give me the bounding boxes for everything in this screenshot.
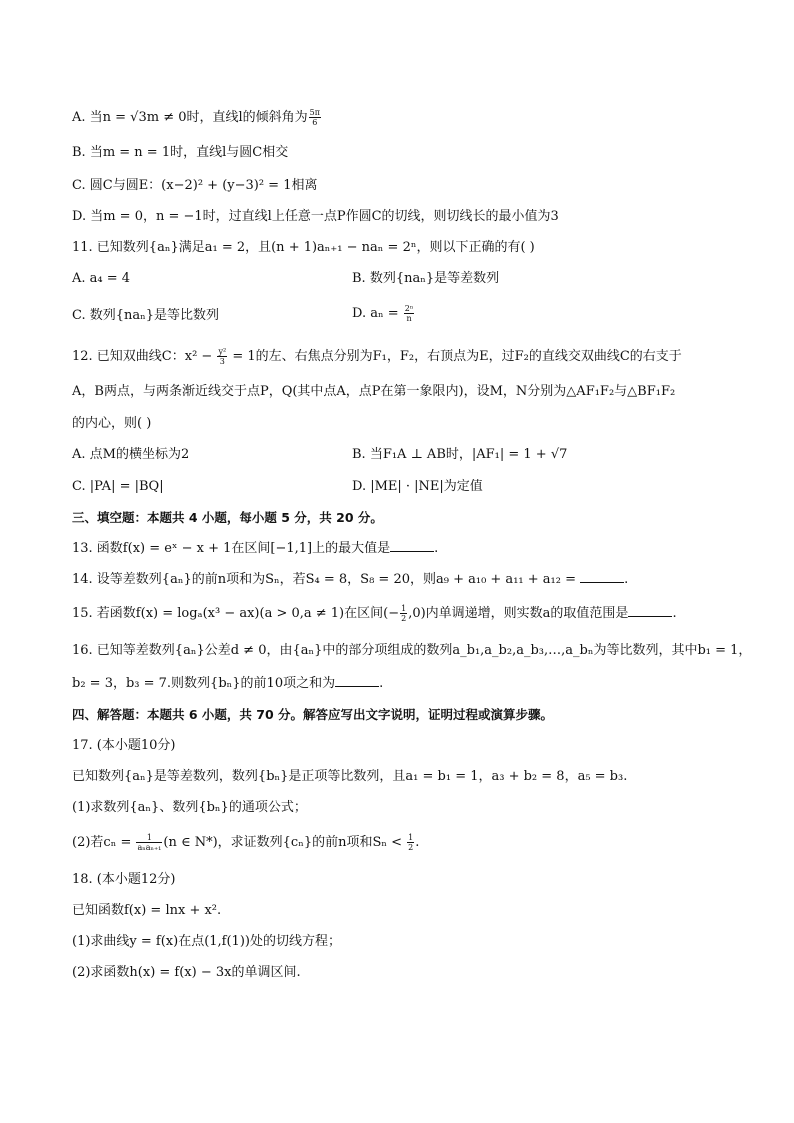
q18-part1: (1)求曲线y = f(x)在点(1,f(1))处的切线方程； [72, 934, 341, 949]
q12-stem-line2: A，B两点，与两条渐近线交于点P，Q(其中点A，点P在第一象限内)，设M，N分别为△AF₁F₂与△BF₁F₂ [72, 384, 676, 399]
q12-option-c: C. |PA| = |BQ| [72, 479, 164, 494]
q11-option-d [352, 304, 415, 324]
fraction-numerator: 1 [136, 833, 162, 843]
fraction [407, 833, 414, 852]
question-text: . [624, 572, 629, 587]
fraction [400, 604, 407, 623]
answer-blank [335, 674, 379, 687]
q12-stem-line3: 的内心，则( ) [72, 416, 152, 431]
q12-stem-line1 [72, 347, 682, 367]
q11-option-a: A. a₄ = 4 [72, 271, 131, 286]
stem-text: 12. 已知双曲线C：x² − [72, 349, 217, 364]
section-answer: 四、解答题：本题共 6 小题，共 70 分。解答应写出文字说明，证明过程或演算步骤。 [72, 707, 554, 722]
q14 [72, 570, 628, 590]
question-text: . [379, 676, 384, 691]
stem-text: = 1的左、右焦点分别为F₁，F₂，右顶点为E，过F₂的直线交双曲线C的右支于 [228, 349, 682, 364]
question-text: 14. 设等差数列{aₙ}的前n项和为Sₙ，若S₄ = 8，S₈ = 20，则a₉ + a₁₀ + a₁₁ + a₁₂ = [72, 572, 581, 587]
fraction-denominator: 6 [312, 118, 318, 127]
fraction-numerator: y² [218, 347, 227, 356]
fraction-denominator: 2 [408, 843, 414, 852]
fraction-denominator: aₙaₙ₊₁ [137, 843, 162, 852]
answer-blank [390, 539, 434, 552]
q18-header: 18. (本小题12分) [72, 872, 176, 887]
question-text: 15. 若函数f(x) = logₐ(x³ − ax)(a > 0,a ≠ 1)在区间(− [72, 606, 400, 621]
question-text: b₂ = 3，b₃ = 7.则数列{bₙ}的前10项之和为 [72, 676, 336, 691]
q17-header: 17. (本小题10分) [72, 738, 176, 753]
fraction-denominator: n [406, 314, 412, 323]
question-text: . [415, 835, 420, 850]
answer-blank [628, 604, 672, 617]
q18-stem: 已知函数f(x) = lnx + x². [72, 903, 222, 918]
q18-part2: (2)求函数h(x) = f(x) − 3x的单调区间. [72, 965, 301, 980]
fraction-numerator: 1 [401, 604, 407, 613]
question-text: ,0)内单调递增，则实数a的取值范围是 [408, 606, 629, 621]
option-text: A. 当n = √3m ≠ 0时，直线l的倾斜角为 [72, 110, 308, 125]
fraction [404, 304, 415, 323]
question-text: (2)若cₙ = [72, 835, 136, 850]
q12-option-d: D. |ME| · |NE|为定值 [352, 479, 483, 494]
q16-line1: 16. 已知等差数列{aₙ}公差d ≠ 0，由{aₙ}中的部分项组成的数列a_b₁,a_b₂,a_b₃,…,a_bₙ为等比数列，其中b₁ = 1， [72, 643, 752, 658]
fraction-numerator: 5π [309, 108, 321, 117]
q10-option-d: D. 当m = 0，n = −1时，过直线l上任意一点P作圆C的切线，则切线长的最小值为3 [72, 209, 559, 224]
fraction-denominator: 2 [401, 614, 407, 623]
q11-stem: 11. 已知数列{aₙ}满足a₁ = 2，且(n + 1)aₙ₊₁ − naₙ = 2ⁿ，则以下正确的有( ) [72, 240, 535, 255]
question-text: 13. 函数f(x) = eˣ − x + 1在区间[−1,1]上的最大值是 [72, 541, 391, 556]
fraction [309, 108, 321, 127]
q17-part1: (1)求数列{aₙ}、数列{bₙ}的通项公式； [72, 800, 307, 815]
fraction-denominator: 3 [219, 357, 225, 366]
section-fill-in: 三、填空题：本题共 4 小题，每小题 5 分，共 20 分。 [72, 510, 383, 525]
fraction [136, 833, 162, 852]
fraction [217, 347, 227, 366]
answer-blank [580, 570, 624, 583]
question-text: . [434, 541, 439, 556]
q10-option-a [72, 108, 322, 128]
q17-stem: 已知数列{aₙ}是等差数列，数列{bₙ}是正项等比数列，且a₁ = b₁ = 1，a₃ + b₂ = 8，a₅ = b₃. [72, 769, 628, 784]
fraction-numerator: 2ⁿ [404, 304, 414, 313]
q11-option-b: B. 数列{naₙ}是等差数列 [352, 271, 500, 286]
q15 [72, 604, 677, 624]
q12-option-b: B. 当F₁A ⊥ AB时，|AF₁| = 1 + √7 [352, 447, 568, 462]
question-text: . [672, 606, 677, 621]
q10-option-c: C. 圆C与圆E：(x−2)² + (y−3)² = 1相离 [72, 178, 318, 193]
q12-option-a: A. 点M的横坐标为2 [72, 447, 190, 462]
fraction-numerator: 1 [408, 833, 414, 842]
q13 [72, 539, 438, 559]
q11-option-c: C. 数列{naₙ}是等比数列 [72, 308, 220, 323]
q17-part2 [72, 833, 419, 853]
q16-line2 [72, 674, 383, 694]
question-text: (n ∈ N*)，求证数列{cₙ}的前n项和Sₙ < [163, 835, 407, 850]
q10-option-b: B. 当m = n = 1时，直线l与圆C相交 [72, 145, 289, 160]
option-text: D. aₙ = [352, 306, 403, 321]
